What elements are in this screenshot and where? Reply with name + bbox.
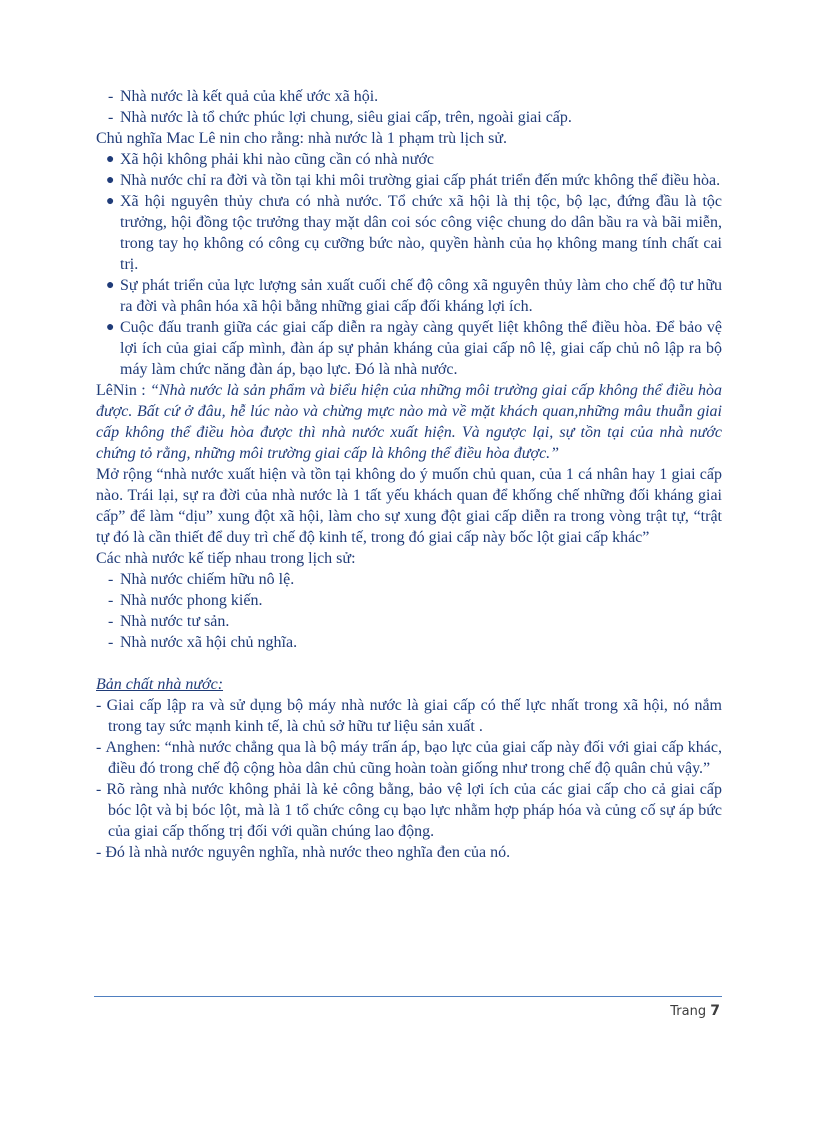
dash-item: - Giai cấp lập ra và sử dụng bộ máy nhà nước là giai cấp có thế lực nhất trong xã hội, nó nắm trong tay sức mạnh kinh tế, là chủ sở hữu tư liệu sản xuất . bbox=[96, 697, 722, 735]
bullet-item: ● Nhà nước chỉ ra đời và tồn tại khi môi trường giai cấp phát triển đến mức không thể điều hòa. bbox=[106, 172, 721, 189]
lenin-quote: “Nhà nước là sản phẩm và biểu hiện của những môi trường giai cấp không thể điều hòa được. Bất cứ ở đâu, hễ lúc nào và chừng mực nào mà về mặt khách quan,những mâu thuẫn giai cấp không thể điều hòa được thì nhà nước xuất hiện. Và ngược lại, sự tồn tại của nhà nước chứng tỏ rằng, những môi trường giai cấp là không thể điều hòa được.” bbox=[96, 382, 723, 462]
dash-item: - Nhà nước tư sản. bbox=[108, 613, 230, 630]
bullet-icon: ● bbox=[106, 173, 115, 188]
nature-heading: Bản chất nhà nước: bbox=[96, 676, 224, 693]
dash-item: - Nhà nước chiếm hữu nô lệ. bbox=[108, 571, 295, 588]
marxism-intro: Chủ nghĩa Mac Lê nin cho rằng: nhà nước là 1 phạm trù lịch sử. bbox=[96, 130, 508, 147]
bullet-item: ● Xã hội nguyên thủy chưa có nhà nước. Tổ chức xã hội là thị tộc, bộ lạc, đứng đầu là tộc trưởng, hội đồng tộc trưởng thay mặt dân coi sóc công việc chung do dân bầu ra và bãi miễn, trong tay họ không có công cụ cưỡng bức nào, quyền hành của họ không mang tính chất cai trị. bbox=[106, 193, 722, 273]
bullet-item: ● Cuộc đấu tranh giữa các giai cấp diễn ra ngày càng quyết liệt không thể điều hòa. Để bảo vệ lợi ích của giai cấp mình, đàn áp sự phản kháng của giai cấp nô lệ, giai cấp chủ nô lập ra bộ máy làm chức năng đàn áp, bạo lực. Đó là nhà nước. bbox=[106, 319, 722, 378]
page-body bbox=[96, 86, 722, 863]
dash-item: - Nhà nước là kết quả của khế ước xã hội. bbox=[108, 88, 379, 105]
page-number: Trang 7 bbox=[670, 1003, 720, 1019]
footer-divider bbox=[94, 996, 722, 997]
dash-list-top bbox=[96, 86, 722, 128]
bullet-item: ● Sự phát triển của lực lượng sản xuất cuối chế độ công xã nguyên thủy làm cho chế độ tư hữu ra đời và phân hóa xã hội bằng những giai cấp đối kháng lợi ích. bbox=[106, 277, 722, 315]
dash-item: - Anghen: “nhà nước chẳng qua là bộ máy trấn áp, bạo lực của giai cấp này đối với giai cấp khác, điều đó trong chế độ cộng hòa dân chủ cũng hoàn toàn giống như trong chế độ quân chủ vậy.” bbox=[96, 739, 723, 777]
dash-item: - Nhà nước xã hội chủ nghĩa. bbox=[108, 634, 298, 651]
bullet-icon: ● bbox=[106, 194, 115, 209]
bullet-icon: ● bbox=[106, 152, 115, 167]
lenin-paragraph bbox=[96, 380, 722, 464]
lenin-label: LêNin : bbox=[96, 382, 150, 399]
history-list bbox=[96, 569, 722, 653]
dash-item: - Nhà nước phong kiến. bbox=[108, 592, 263, 609]
bullet-icon: ● bbox=[106, 320, 115, 335]
dash-item: - Rõ ràng nhà nước không phải là kẻ công bằng, bảo vệ lợi ích của các giai cấp cho cả giai cấp bóc lột và bị bóc lột, mà là 1 tổ chức công cụ bạo lực nhằm hợp pháp hóa và củng cố sự áp bức của giai cấp thống trị đối với quần chúng lao động. bbox=[96, 781, 723, 840]
bullet-icon: ● bbox=[106, 278, 115, 293]
history-intro: Các nhà nước kế tiếp nhau trong lịch sử: bbox=[96, 550, 356, 567]
extension-paragraph: Mở rộng “nhà nước xuất hiện và tồn tại không do ý muốn chủ quan, của 1 cá nhân hay 1 giai cấp nào. Trái lại, sự ra đời của nhà nước là 1 tất yếu khách quan để khống chế những đối kháng giai cấp” để làm “dịu” xung đột xã hội, làm cho sự xung đột giai cấp diễn ra trong vòng trật tự, “trật tự đó là cần thiết để duy trì chế độ kinh tế, trong đó giai cấp này bốc lột giai cấp khác” bbox=[96, 466, 722, 546]
bullet-item: ● Xã hội không phải khi nào cũng cần có nhà nước bbox=[106, 151, 434, 168]
bullet-list bbox=[96, 149, 722, 380]
dash-item: - Nhà nước là tổ chức phúc lợi chung, siêu giai cấp, trên, ngoài giai cấp. bbox=[108, 109, 572, 126]
nature-list bbox=[96, 695, 722, 863]
dash-item: - Đó là nhà nước nguyên nghĩa, nhà nước theo nghĩa đen của nó. bbox=[96, 844, 511, 861]
